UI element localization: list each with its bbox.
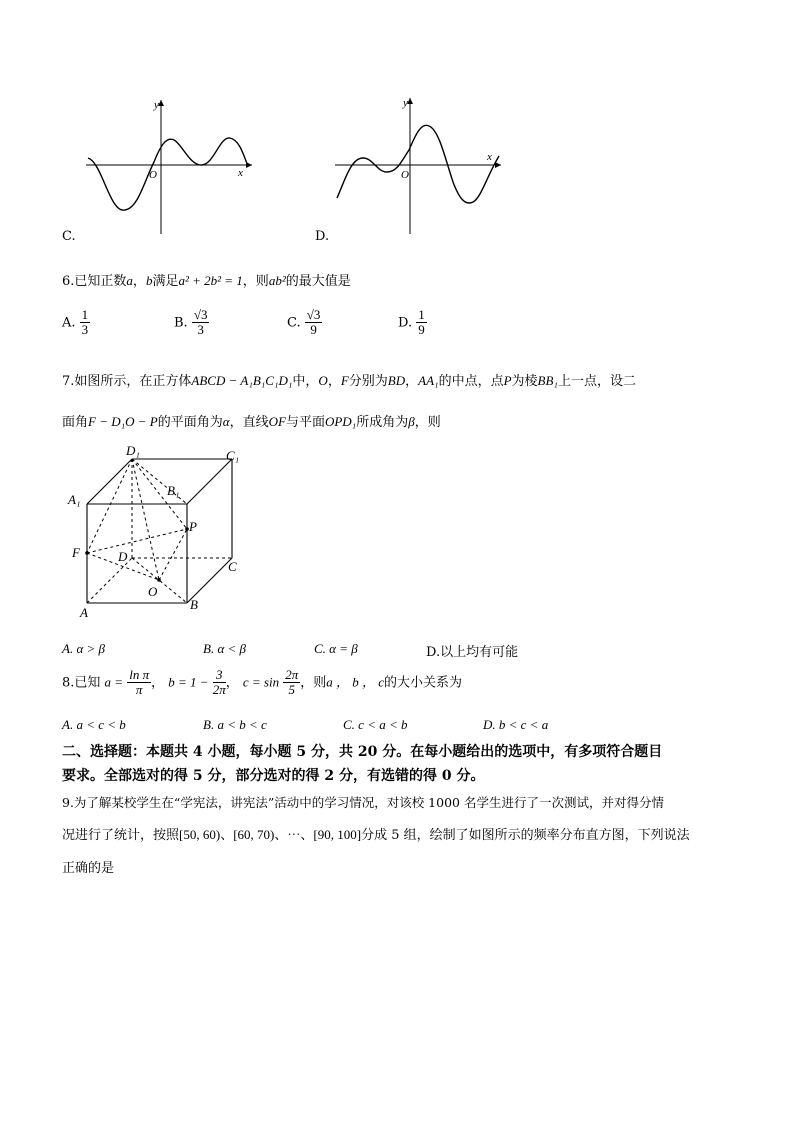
- q7-dihedral-angle: F − D₁O − P: [88, 414, 158, 429]
- q7-cube-figure: [62, 443, 262, 623]
- segment-d1f: [87, 459, 132, 553]
- q7-beta: β: [408, 414, 415, 429]
- q8-c-den: 5: [288, 682, 295, 698]
- graph-d-curve: [337, 125, 499, 203]
- q6-expr: ab²: [268, 273, 286, 288]
- section2-heading-line-1: 二、选择题：本题共 4 小题，每小题 5 分，共 20 分。在每小题给出的选项中，有多项符合题目: [62, 744, 663, 760]
- q7-text: 上一点，设二: [557, 374, 636, 389]
- graph-d: [315, 92, 515, 242]
- q6-option-a-fraction: [80, 308, 91, 338]
- q7-text: 7.如图所示，在正方体: [62, 374, 192, 389]
- label-b1: B₁: [167, 483, 180, 498]
- q7-option-c[interactable]: C. α = β: [314, 641, 358, 656]
- q7-text: 分别为: [348, 374, 388, 389]
- segment-op: [159, 529, 187, 580]
- cube-hidden-edge: [87, 558, 132, 603]
- q8-a-lhs: a =: [104, 674, 124, 690]
- graph-c-y-label: y: [154, 99, 159, 111]
- q6-option-c-label: C.: [287, 315, 301, 331]
- q6-number: 6.: [62, 274, 75, 289]
- q9-line-2: [62, 824, 690, 843]
- q8-c-fraction: [283, 668, 300, 698]
- q7-line-of: OF: [268, 414, 286, 429]
- graph-d-label: D.: [315, 229, 330, 244]
- q9-interval-1: [50, 60): [179, 827, 221, 842]
- q6-text-4: 的最大值是: [285, 274, 351, 289]
- q6-option-b-fraction: [192, 308, 210, 338]
- q6-option-d-num: 1: [418, 307, 425, 322]
- q8-a-num: ln π: [129, 667, 150, 682]
- q6-option-d-label: D.: [398, 315, 413, 331]
- q8-a-den: π: [135, 682, 143, 698]
- q6-option-d-fraction: [416, 308, 427, 338]
- q6-option-b-den: 3: [197, 322, 204, 338]
- graph-d-x-label: x: [487, 151, 492, 163]
- q8-option-a[interactable]: A. a < c < b: [62, 717, 126, 732]
- label-b: B: [190, 597, 198, 612]
- q6-option-d[interactable]: [398, 308, 427, 338]
- q6-sep: ，: [132, 274, 146, 289]
- q7-cube: ABCD − A₁B₁C₁D₁: [191, 373, 293, 388]
- label-a: A: [80, 605, 88, 620]
- q9-interval-2: [60, 70): [233, 827, 275, 842]
- q8-vars: a ， b ， c: [326, 674, 385, 690]
- q9-line-1: 9.为了解某校学生在“学宪法，讲宪法”活动中的学习情况，对该校 1000 名学生进行了一次测试，并对得分情: [62, 795, 664, 810]
- q8-b-num: 3: [213, 668, 226, 683]
- q8-option-b[interactable]: B. a < b < c: [203, 717, 267, 732]
- q8-sep: ，: [225, 675, 239, 691]
- q7-segment-aa1: AA₁: [418, 373, 439, 388]
- q7-text: 面角: [62, 415, 89, 430]
- graph-c: [60, 92, 260, 242]
- q6-option-a-label: A.: [62, 315, 76, 331]
- q7-plane: OPD₁: [324, 414, 357, 429]
- q8-option-d[interactable]: D. b < c < a: [483, 717, 549, 732]
- q7-segment-bb1: BB₁: [537, 373, 558, 388]
- label-d: D: [118, 549, 128, 564]
- graph-d-y-label: y: [403, 97, 408, 109]
- point-f: [85, 551, 89, 555]
- q7-point-o: O: [318, 373, 328, 388]
- q7-segment-bd: BD: [387, 373, 406, 388]
- q7-text: ，: [327, 374, 341, 389]
- q6-option-a-num: 1: [81, 307, 89, 322]
- q6-option-c-num: √3: [306, 307, 321, 322]
- q6-option-a[interactable]: [62, 308, 90, 338]
- q7-stem-line-1: [62, 370, 636, 389]
- label-p: P: [189, 519, 197, 534]
- q7-text: 的中点，点: [438, 374, 504, 389]
- q8-text: 的大小关系为: [384, 675, 463, 691]
- label-o: O: [148, 584, 158, 599]
- q6-var-b: b: [145, 273, 153, 288]
- q6-condition: a² + 2b² = 1: [178, 273, 243, 288]
- label-f: F: [72, 545, 80, 560]
- q8-b-lhs: b = 1 −: [168, 674, 209, 690]
- cube-edge: [87, 459, 132, 504]
- q6-option-c-den: 9: [310, 322, 317, 338]
- graph-c-curve: [88, 138, 248, 210]
- q7-option-a[interactable]: A. α > β: [62, 641, 106, 656]
- q7-text: ，: [405, 374, 419, 389]
- graph-c-origin: O: [149, 169, 157, 181]
- q6-option-c-fraction: [305, 308, 323, 338]
- q8-b-fraction: [213, 668, 226, 698]
- label-d1: D₁: [126, 443, 140, 458]
- q6-option-d-den: 9: [418, 322, 425, 338]
- q7-option-b[interactable]: B. α < β: [203, 641, 247, 656]
- q6-option-b-label: B.: [174, 315, 188, 331]
- q8-text: 8.已知: [62, 675, 101, 691]
- q8-c-lhs: c = sin: [242, 674, 280, 690]
- q8-b-den: 2π: [212, 682, 226, 698]
- q7-text: 为棱: [511, 374, 538, 389]
- cube-edge: [187, 459, 232, 504]
- label-a1: A₁: [68, 492, 81, 507]
- q8-a-fraction: [127, 668, 151, 698]
- graph-d-origin: O: [401, 169, 409, 181]
- q6-text-3: ，则: [242, 274, 269, 289]
- q7-text: 的平面角为: [157, 415, 223, 430]
- section2-heading-line-2: 要求。全部选对的得 5 分，部分选对的得 2 分，有选错的得 0 分。: [62, 768, 485, 784]
- q7-text: 与平面: [285, 415, 325, 430]
- q8-c-num: 2π: [285, 667, 299, 682]
- q8-sep: ，: [151, 675, 165, 691]
- graph-c-x-label: x: [238, 167, 243, 179]
- q7-option-d[interactable]: D.以上均有可能: [426, 645, 519, 660]
- graph-d-y-arrow: [407, 98, 413, 104]
- q8-option-c[interactable]: C. c < a < b: [343, 717, 408, 732]
- q6-stem: [62, 270, 351, 289]
- q7-text: ，直线: [229, 415, 269, 430]
- q6-option-c[interactable]: [287, 308, 322, 338]
- q7-point-p: P: [503, 373, 512, 388]
- q7-text: ，则: [414, 415, 441, 430]
- q8-stem: [62, 668, 462, 698]
- q6-text-2: 满足: [152, 274, 179, 289]
- q9-interval-3: [90, 100]: [313, 827, 362, 842]
- q6-text-1: 已知正数: [74, 274, 127, 289]
- label-c: C: [228, 559, 237, 574]
- q7-text: 所成角为: [356, 415, 409, 430]
- q9-line-3: 正确的是: [62, 861, 115, 876]
- q9-text: 分成 5 组，绘制了如图所示的频率分布直方图，下列说法: [361, 828, 690, 843]
- q9-sep: 、⋯、: [274, 828, 314, 843]
- q7-alpha: α: [222, 414, 230, 429]
- segment-d1o: [132, 459, 159, 580]
- label-c1: C₁: [226, 448, 240, 463]
- q7-point-f: F: [340, 373, 349, 388]
- q6-option-a-den: 3: [81, 322, 89, 338]
- point-o: [157, 578, 161, 582]
- segment-fp: [87, 529, 187, 553]
- graph-c-y-arrow: [158, 100, 164, 106]
- q7-stem-line-2: [62, 411, 441, 430]
- q6-option-b[interactable]: [174, 308, 209, 338]
- q6-option-b-num: √3: [193, 307, 208, 322]
- q6-var-a: a: [126, 273, 133, 288]
- q9-text: 况进行了统计，按照: [62, 828, 180, 843]
- q7-text: 中，: [292, 374, 319, 389]
- graph-c-label: C.: [62, 229, 76, 244]
- q9-sep: 、: [220, 828, 234, 843]
- q8-text: ，则: [300, 675, 327, 691]
